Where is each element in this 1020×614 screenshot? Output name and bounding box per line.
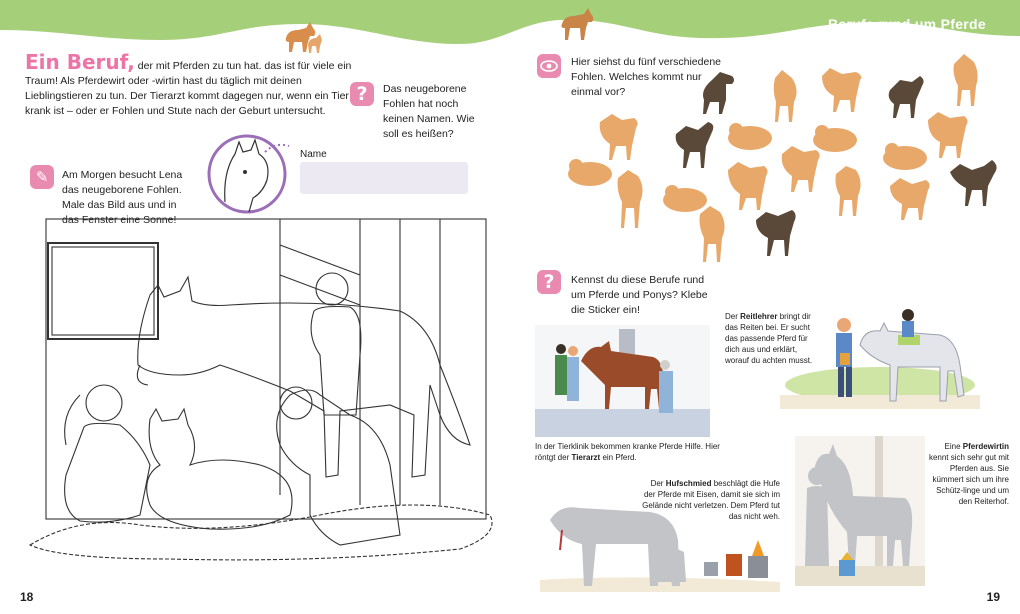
intro-text: der mit Pferden zu tun hat. das ist für viele ein Traum! Als Pferdewirt oder -wirtin hast du täglich mit deinen Lieblingstieren zu tun. Der Tierarzt kommt dagegen nur, wenn ein Tier krank ist – oder er Fohlen und Stute nach der Geburt untersucht. [25, 60, 352, 117]
page-number-left: 18 [20, 590, 34, 604]
section-title: Berufe rund um Pferde [828, 16, 986, 32]
tierarzt-text: In der Tierklinik bekommen kranke Pferde Hilfe. Hier röntgt der Tierarzt ein Pferd. [535, 442, 720, 462]
foals-puzzle-illustration [560, 50, 1020, 275]
pencil-icon: ✎ [30, 165, 54, 189]
sticker-task-text: Kennst du diese Berufe rund um Pferde und Ponys? Klebe die Sticker ein! [571, 274, 708, 316]
header-horse-illustration [280, 20, 326, 56]
header-horse-illustration [556, 6, 602, 42]
name-question: Das neugeborene Fohlen hat noch keinen Namen. Wie soll es heißen? [383, 83, 475, 140]
hufschmied-text: Der Hufschmied beschlägt die Hufe der Pferde mit Eisen, damit sie sich im Gelände nicht verletzen. Dem Pferd tut das nicht weh. [642, 479, 780, 521]
question-icon: ? [350, 82, 374, 106]
pferdewirtin-silhouette [795, 436, 925, 586]
pferdewirtin-text: Eine Pferdewirtin kennt sich sehr gut mit Pferden aus. Sie kümmert sich um ihre Schütz-linge und um den Reiterhof. [928, 442, 1009, 506]
reitlehrer-illustration [780, 305, 980, 411]
foal-portrait-circle [205, 132, 297, 216]
intro-paragraph [25, 50, 365, 119]
eye-icon [537, 54, 561, 78]
question-icon: ? [537, 270, 561, 294]
page-number-right: 19 [986, 590, 1000, 604]
hufschmied-silhouette [540, 500, 780, 592]
stable-coloring-illustration [20, 215, 500, 565]
tierarzt-illustration [535, 325, 710, 437]
reitlehrer-text: Der Reitlehrer bringt dir das Reiten bei. Er sucht das passende Pferd für dich aus und erklärt, worauf du achten musst. [725, 312, 813, 365]
draw-task-text: Am Morgen besucht Lena das neugeborene Fohlen. Male das Bild aus und in das Fenster eine Sonne! [62, 169, 183, 226]
intro-heading: Ein Beruf, [25, 50, 135, 74]
name-input-field[interactable] [300, 162, 468, 194]
foal-task-text: Hier siehst du fünf verschiedene Fohlen. Welches kommt nur einmal vor? [571, 56, 721, 98]
name-field-label: Name [300, 149, 327, 160]
